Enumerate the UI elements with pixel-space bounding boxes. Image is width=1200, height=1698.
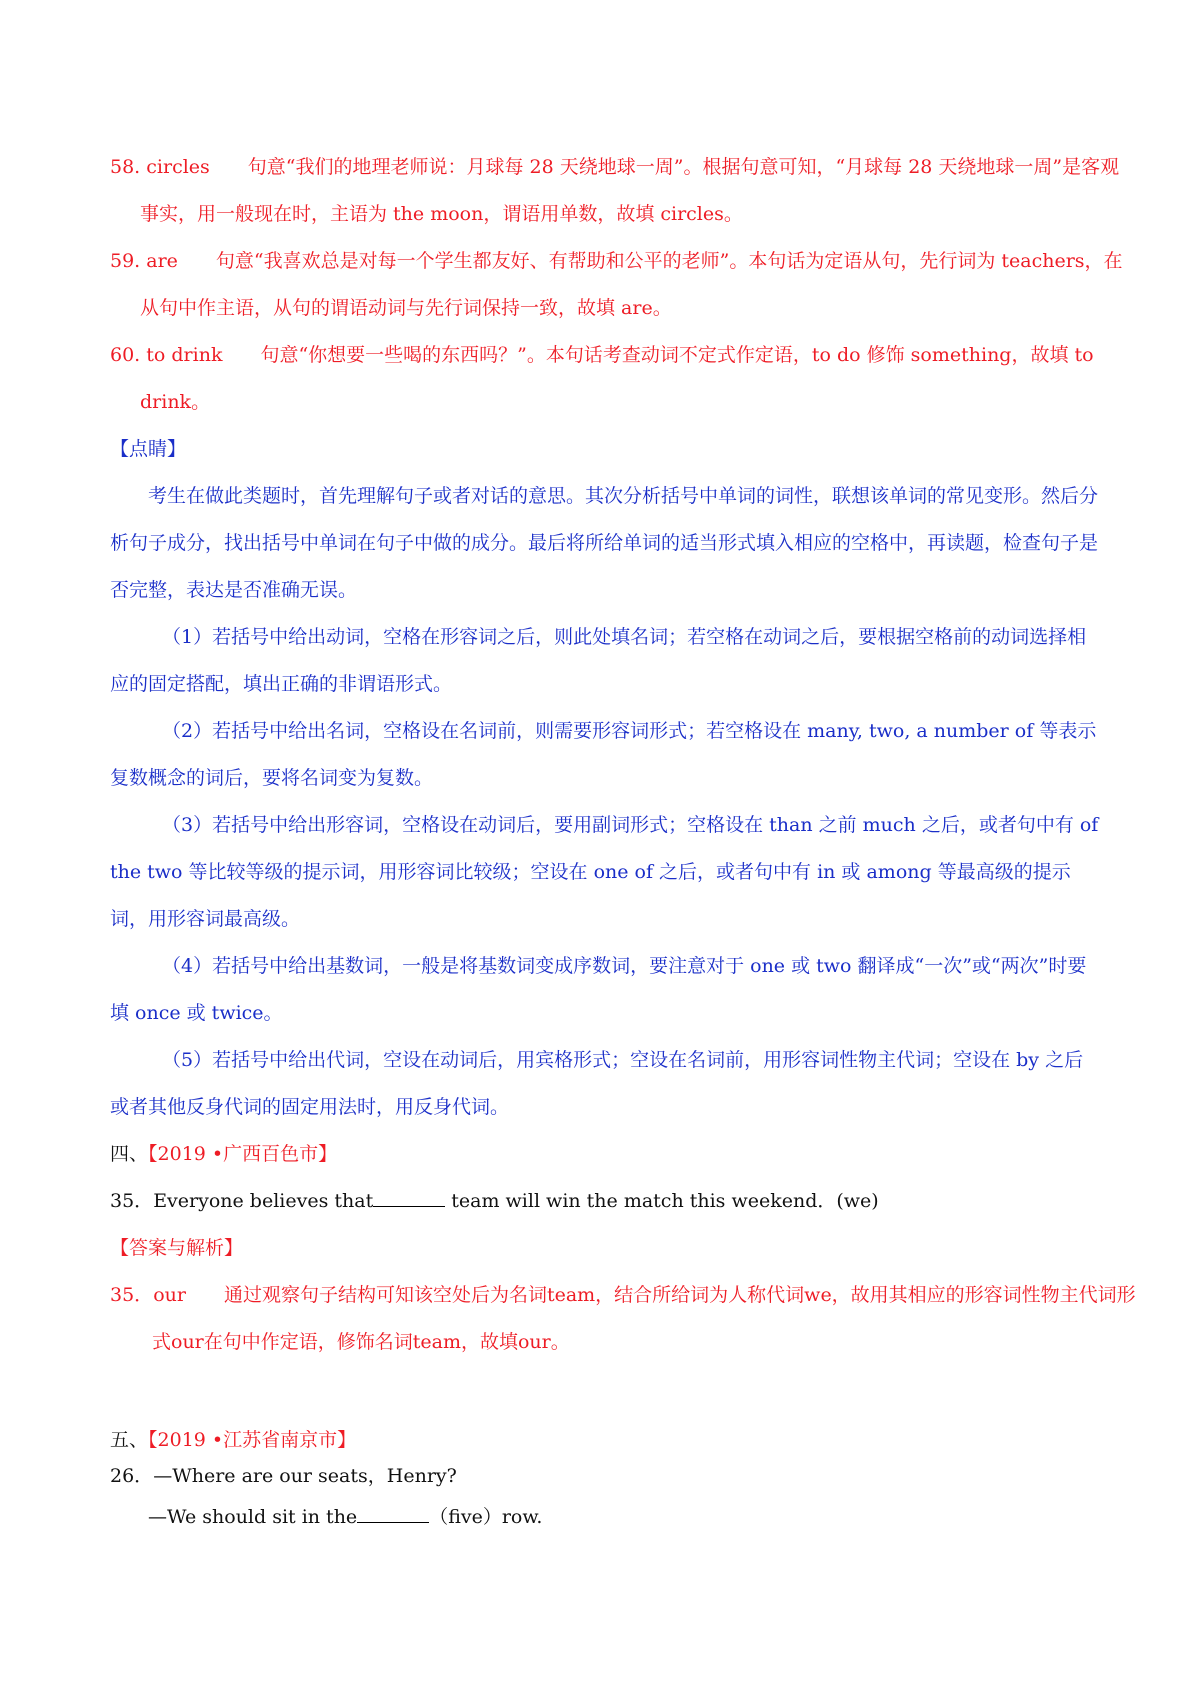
answer-explanation: 句意“我喜欢总是对每一个学生都友好、有帮助和公平的老师”。本句话为定语从句，先行词为 teachers，在从句中作主语，从句的谓语动词与先行词保持一致，故填 are。: [140, 250, 1123, 319]
question-number: 26．: [110, 1465, 154, 1487]
answer-word: to drink: [146, 344, 223, 366]
dianjing-point-3: （3）若括号中给出形容词，空格设在动词后，要用副词形式；空格设在 than 之前 much 之后，或者句中有 of the two 等比较等级的提示词，用形容词比较级；空设在 one of 之后，或者句中有 in 或 among 等最高级的提示词，用形容词最高级。: [110, 814, 1099, 930]
answer-word: our: [153, 1284, 186, 1306]
answer-number: 35．: [110, 1284, 154, 1306]
question-26-line-2: [110, 1497, 1138, 1537]
answer-blank: [357, 1504, 429, 1523]
dialogue-line-2-before: —We should sit in the: [148, 1506, 358, 1528]
section-label: 五、: [110, 1429, 149, 1451]
section-source: 【2019 •江苏省南京市】: [148, 1429, 357, 1451]
dianjing-point-5: （5）若括号中给出代词，空设在动词后，用宾格形式；空设在名词前，用形容词性物主代词；空设在 by 之后或者其他反身代词的固定用法时，用反身代词。: [110, 1049, 1084, 1118]
answer-word: circles: [146, 156, 210, 178]
dianjing-point-1: （1）若括号中给出动词，空格在形容词之后，则此处填名词；若空格在动词之后，要根据空格前的动词选择相应的固定搭配，填出正确的非谓语形式。: [110, 626, 1087, 695]
dialogue-line-1: —Where are our seats，Henry?: [153, 1465, 457, 1487]
answer-59: [110, 238, 1130, 332]
question-35: [110, 1178, 1100, 1225]
answer-60: [110, 332, 1130, 426]
section-source: 【2019 •广西百色市】: [148, 1143, 338, 1165]
answer-number: 60.: [110, 344, 141, 366]
answer-58: [110, 144, 1130, 238]
section-label: 四、: [110, 1143, 149, 1165]
question-26-line-1: [110, 1456, 1100, 1496]
answer-explanation: 句意“你想要一些喝的东西吗？”。本句话考查动词不定式作定语，to do 修饰 something，故填 to drink。: [140, 344, 1094, 413]
section-4-heading: [110, 1131, 1100, 1178]
question-text-before: Everyone believes that: [153, 1190, 374, 1212]
dianjing-heading: 【点睛】: [110, 438, 187, 460]
dianjing-point-2: （2）若括号中给出名词，空格设在名词前，则需要形容词形式；若空格设在 many, two, a number of 等表示复数概念的词后，要将名词变为复数。: [110, 720, 1097, 789]
dianjing-intro: 考生在做此类题时，首先理解句子或者对话的意思。其次分析括号中单词的词性，联想该单词的常见变形。然后分析句子成分，找出括号中单词在句子中做的成分。最后将所给单词的适当形式填入相应的空格中，再读题，检查句子是否完整，表达是否准确无误。: [110, 485, 1099, 601]
answer-explanation: 通过观察句子结构可知该空处后为名词team，结合所给词为人称代词we，故用其相应的形容词性物主代词形式our在句中作定语，修饰名词team，故填our。: [152, 1284, 1136, 1353]
answer-35: [110, 1272, 1142, 1366]
answer-explanation: 句意“我们的地理老师说：月球每 28 天绕地球一周”。根据句意可知，“月球每 28 天绕地球一周”是客观事实，用一般现在时，主语为 the moon，谓语用单数，故填 circles。: [140, 156, 1120, 225]
dialogue-line-2-after: （five）row.: [429, 1506, 543, 1528]
question-text-after: team will win the match this weekend．(we): [445, 1190, 879, 1212]
answer-number: 58.: [110, 156, 141, 178]
question-number: 35．: [110, 1190, 154, 1212]
answer-heading: 【答案与解析】: [110, 1237, 244, 1259]
dianjing-point-4: （4）若括号中给出基数词，一般是将基数词变成序数词，要注意对于 one 或 two 翻译成“一次”或“两次”时要填 once 或 twice。: [110, 955, 1087, 1024]
answer-blank: [373, 1188, 445, 1207]
answer-number: 59.: [110, 250, 141, 272]
answer-word: are: [146, 250, 178, 272]
